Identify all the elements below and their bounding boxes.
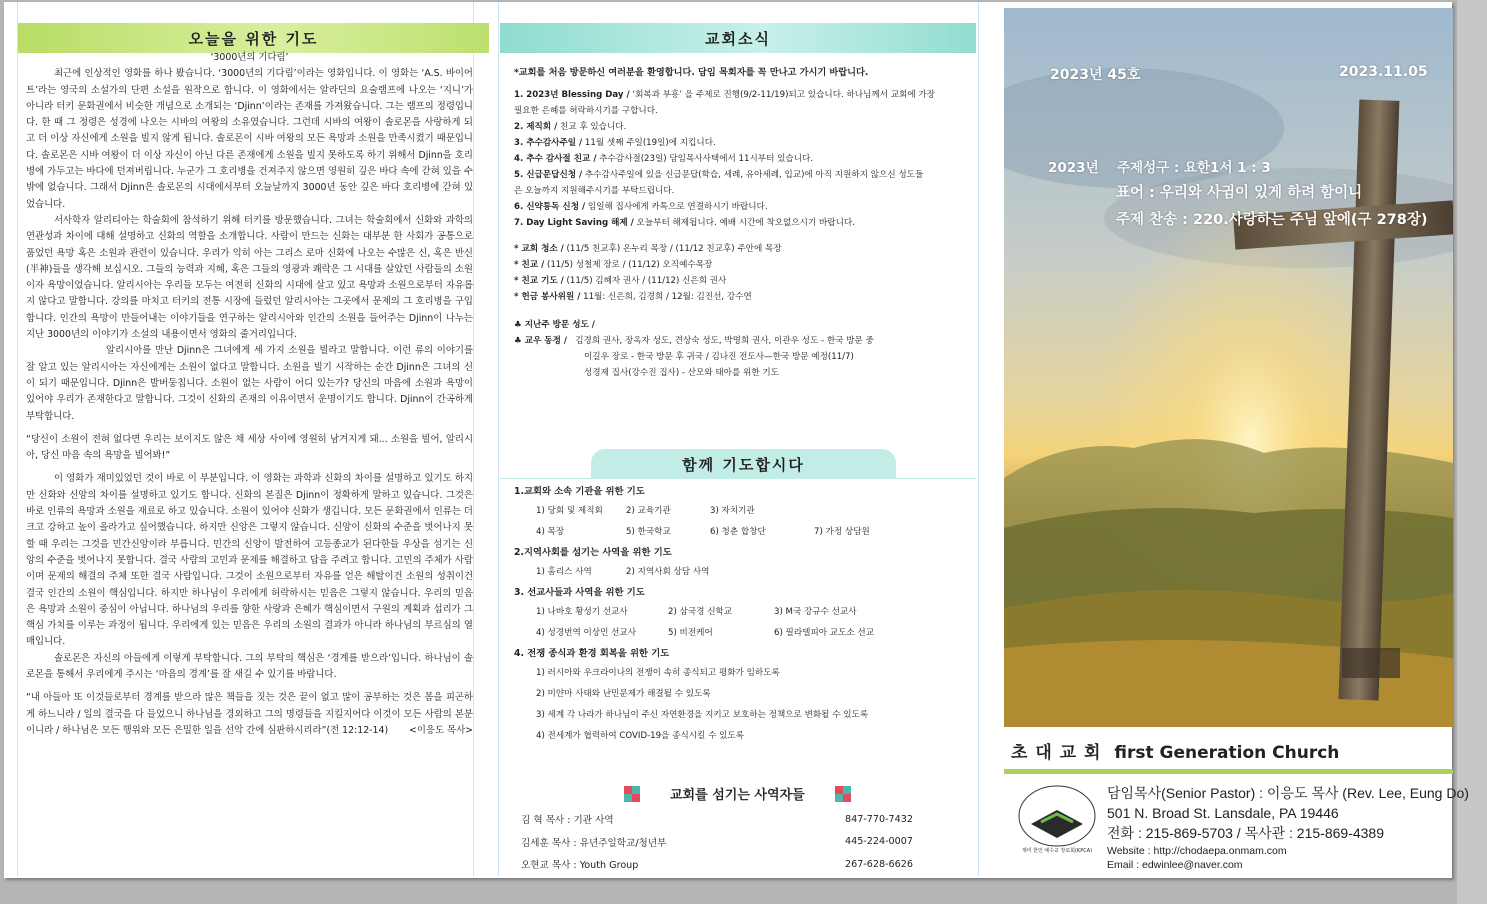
email-link[interactable]: Email : edwinlee@naver.com xyxy=(1107,859,1243,871)
prayer-scripture-text: “내 아들아 또 이것들로부터 경계를 받으라 많은 책들을 짓는 것은 끝이 없고 많이 공부하는 것은 몸을 피곤하게 하느니라 / 일의 결국을 다 들었으니 하나님을 경외하고 그의 명령들을 지킬지어다 이것이 모든 사람의 본분이니라 / 하나님은 모든 행위와 모든 은밀한 일을 선악 간에 심판하시리라”(전 12:12-14) xyxy=(26,692,473,736)
cover-image xyxy=(1004,8,1453,727)
duty-label: * 친교 기도 / xyxy=(514,276,564,286)
prayer-scripture xyxy=(26,690,473,739)
news-item xyxy=(514,119,935,135)
prayer-banner xyxy=(18,23,489,53)
duty-label: * 헌금 봉사위원 / xyxy=(514,292,581,302)
news-item-text: 은 오늘까지 지원해주시기를 부탁드립니다. xyxy=(514,186,675,196)
pray-banner-title: 함께 기도합시다 xyxy=(682,455,805,474)
news-item-text: 추수감사절(23일) 담임목사사택에서 11시부터 있습니다. xyxy=(596,154,814,164)
guide-line xyxy=(978,2,979,876)
duty-list xyxy=(514,241,935,305)
pray-item: 5) 한국학교 xyxy=(626,526,671,537)
minister-phone: 847-770-7432 xyxy=(845,813,913,825)
phone-line: 전화 : 215-869-5703 / 목사관 : 215-869-4389 xyxy=(1107,825,1384,841)
prayer-paragraph: 이 영화가 재미있었던 것이 바로 이 부분입니다. 이 영화는 과학과 신화의 차이를 설명하고 있기도 하지만 신화와 신앙의 차이를 설명하고 있기도 합니다. 신화의 본질은 Djinn이 정확하게 말하고 있습니다. 그것은 바로 인류의 욕망과 소원을 재료로 하고 있습니다. 소원이 있어야 신화가 생깁니다. 모든 문화권에서 인류는 더 크고 강하고 높이 올라가고 싶어했습니다. 하지만 신앙은 그렇지 않습니다. 신앙이 신화의 수준을 벗어나지 못할 때 우리는 그것을 민간신앙이라 부릅니다. 민간의 신앙이 발전하여 고등종교가 된다한들 우상을 섬기는 신앙의 수준을 벗어나지 못합니다. 결국 사람의 고민과 문제를 해결하고 답을 주려고 합니다. 고민의 주체가 사람이며 문제의 해결의 주체 또한 결국 사람입니다. 그것이 소원으로부터 자유를 얻은 해탈이건 소원의 성취이건 결국 인간의 소원이 핵심입니다. 하지만 하나님이 우리에게 허락하시는 믿음은 그렇지 않습니다. 우리의 믿음은 욕망과 소원이 중심이 아닙니다. 하나님의 우리를 향한 사랑과 은혜가 핵심이면서 구원의 계획과 섭리가 그 핵심 가치를 이루는 과정이 됩니다. 우리에게 있는 믿음은 우리의 소원의 결과가 아니라 하나님의 부르심의 열매입니다. xyxy=(26,473,473,648)
duty-item xyxy=(514,273,935,289)
ministers-list xyxy=(521,808,921,876)
address-line: 501 N. Broad St. Lansdale, PA 19446 xyxy=(1107,805,1339,821)
prayer-paragraph: 솔로몬은 자신의 아들에게 이렇게 부탁합니다. 그의 부탁의 핵심은 ‘경계를 받으라’입니다. 하나님이 솔로몬을 통해서 우리에게 주시는 ‘마음의 경계’를 잘 새길 수 있기를 바랍니다. xyxy=(26,652,473,680)
theme-verse: 주제성구 : 요한1서 1 : 3 xyxy=(1117,160,1271,176)
guide-line xyxy=(473,2,474,876)
guide-line xyxy=(17,2,18,876)
news-item-text: 추수감사주일에 있을 신급문답(학습, 세례, 유아세례, 입교)에 아직 지원하지 않으신 성도들 xyxy=(582,170,924,180)
theme-hymn: 주제 찬송 : 220.사랑하는 주님 앞에(구 278장) xyxy=(1116,212,1428,228)
issue-number: 2023년 45호 xyxy=(1050,67,1141,83)
pray-list xyxy=(514,484,914,746)
pray-item: 2) 삼국경 신학교 xyxy=(668,606,733,617)
ministers-heading xyxy=(624,784,851,803)
pray-item: 1) 홈리스 사역 xyxy=(536,566,592,577)
news-banner xyxy=(500,23,976,53)
duty-label: * 교회 청소 / xyxy=(514,244,564,254)
duty-text: 11월: 신은희, 김경희 / 12월: 김진선, 강수연 xyxy=(580,292,752,302)
pray-row xyxy=(514,683,914,704)
visitors-label: ♣ 지난주 방문 성도 / xyxy=(514,320,595,330)
news-item xyxy=(514,199,935,215)
prayer-paragraph: 서사학자 알리티아는 학술회에 참석하기 위해 터키를 방문했습니다. 그녀는 학술회에서 신화와 과학의 연관성과 차이에 대해 설명하고 신화의 역할을 소개합니다. 사람이 만드는 신화는 대부분 한 사회가 공통으로 품었던 욕망 혹은 소원과 관련이 있습니다. 우리가 익히 아는 그리스 로마 신화에 나오는 수많은 신, 혹은 반신(半神)들을 생각해 보십시오. 그들의 능력과 지혜, 혹은 그들의 영광과 쾌락은 그 시대를 살았던 사람들의 소원이자 욕망이었습니다. 알리시아는 우리들 모두는 여전히 신화의 시대에 살고 있고 욕망과 소원으로부터 자유롭지 않다고 말합니다. 강의를 마치고 터키의 전통 시장에 들렀던 알리시아는 그곳에서 문제의 그 호리병을 구입합니다. 인간의 욕망이 만들어내는 이야기들을 연구하는 알리시아와 인간의 소원을 들어주는 Djinn이 나누는 지난 3000년의 이야기가 소설의 내용이면서 영화의 줄거리입니다. xyxy=(26,214,473,341)
church-info xyxy=(1107,782,1469,872)
pray-item: 3) M국 강규수 선교사 xyxy=(774,606,857,617)
news-item xyxy=(514,167,935,183)
news-item-label: 3. 추수감사주일 / xyxy=(514,138,583,148)
pray-item: 2) 교육기관 xyxy=(626,505,671,516)
member-news-text: 성경제 집사(강수진 집사) - 산모와 태아를 위한 기도 xyxy=(584,368,779,378)
pray-row xyxy=(514,622,914,643)
pray-item: 3) 자치기관 xyxy=(710,505,755,516)
duty-item xyxy=(514,257,935,273)
guide-line xyxy=(498,2,499,876)
pray-item: 2) 지역사회 상담 사역 xyxy=(626,566,710,577)
pray-row xyxy=(514,704,914,725)
logo-sub: 재미 한인 예수교 장로회(KPCA) xyxy=(1021,848,1093,854)
news-item-label: 2. 제직회 / xyxy=(514,122,558,132)
news-item xyxy=(514,183,935,199)
member-news-line xyxy=(514,333,935,349)
minister-name: 김세훈 목사 : 유년주일학교/청년부 xyxy=(521,837,667,849)
pray-row xyxy=(514,500,914,521)
pray-row xyxy=(514,521,914,542)
pray-item: 1) 나바호 황성기 선교사 xyxy=(536,606,628,617)
news-items xyxy=(514,87,935,231)
news-item xyxy=(514,103,935,119)
news-item-text: 임일해 집사에게 카톡으로 연결하시기 바랍니다. xyxy=(585,202,768,212)
pastor-line: 담임목사(Senior Pastor) : 이응도 목사 (Rev. Lee, Eung Do) xyxy=(1107,785,1469,801)
pray-row xyxy=(514,601,914,622)
prayer-subtitle: ‘3000년의 기다림’ xyxy=(210,52,289,63)
prayer-quote: “당신이 소원이 전혀 없다면 우리는 보이지도 않은 채 세상 사이에 영원히 남겨지게 돼... 소원을 빌어, 알리시아, 당신 마음 속의 욕망을 빌어봐!” xyxy=(26,433,473,462)
news-item xyxy=(514,135,935,151)
church-name-en: first Generation Church xyxy=(1114,743,1340,763)
minister-row xyxy=(521,808,921,831)
pray-item: 3) 세계 각 나라가 하나님이 주신 자연환경을 지키고 보호하는 정책으로 변화될 수 있도록 xyxy=(536,709,869,720)
church-name xyxy=(1011,738,1339,763)
duty-item xyxy=(514,241,935,257)
pray-item: 6) 청춘 합창단 xyxy=(710,526,766,537)
news-item-label: 5. 신급문답신청 / xyxy=(514,170,583,180)
square-icon xyxy=(624,786,640,802)
member-news-text: 김경희 권사, 장옥자 성도, 견상숙 성도, 박명희 권사, 이관우 성도 - 한국 방문 중 xyxy=(575,336,874,346)
pray-row xyxy=(514,561,914,582)
pray-divider xyxy=(500,478,976,479)
prayer-paragraph: 알리시아를 만난 Djinn은 그녀에게 세 가지 소원을 빌라고 말합니다. 이런 류의 이야기를 잘 알고 있는 알리시아는 자신에게는 소원이 없다고 말합니다. 소원을 빌기 시작하는 순간 Djinn은 그녀의 신이 되기 때문입니다. Djinn은 발버둥칩니다. 소원이 없는 사람이 어디 있는가? 당신의 마음에 소원과 욕망이 있어야 우리가 존재한다고 말합니다. 그것이 신화의 존재의 이유이면서 운명이기도 합니다. Djinn이 간곡하게 부탁합니다. xyxy=(26,345,473,422)
news-item-text: ‘회복과 부흥’ 을 주제로 진행(9/2-11/19)되고 있습니다. 하나님께서 교회에 가장 xyxy=(629,90,935,100)
pray-item: 2) 미얀마 사태와 난민문제가 해결될 수 있도록 xyxy=(536,688,711,699)
church-name-ko: 초 대 교 회 xyxy=(1011,743,1102,763)
duty-text: (11/5) 김혜자 권사 / (11/12) 신은희 권사 xyxy=(563,276,727,286)
news-item-label: 4. 추수 감사절 친교 / xyxy=(514,154,597,164)
cross-landscape-image xyxy=(1004,8,1453,727)
news-item-label: 1. 2023년 Blessing Day / xyxy=(514,90,630,100)
pray-item: 4) 성경번역 이상민 선교사 xyxy=(536,627,637,638)
motto: 표어 : 우리와 사귐이 있게 하려 함이니 xyxy=(1116,185,1363,201)
duty-label: * 친교 / xyxy=(514,260,545,270)
pray-row xyxy=(514,725,914,746)
news-item-label: 6. 신약통독 신청 / xyxy=(514,202,586,212)
issue-date: 2023.11.05 xyxy=(1339,64,1428,80)
square-icon xyxy=(835,786,851,802)
news-banner-title: 교회소식 xyxy=(705,29,771,48)
church-logo xyxy=(1011,780,1103,862)
year-label: 2023년 xyxy=(1048,160,1099,176)
duty-text: (11/5) 성철제 장로 / (11/12) 오직예수목장 xyxy=(544,260,713,270)
pray-item: 7) 가정 상담원 xyxy=(814,526,870,537)
news-item-label: 7. Day Light Saving 해제 / xyxy=(514,218,634,228)
prayer-banner-title: 오늘을 위한 기도 xyxy=(188,29,319,48)
news-item-text: 친교 후 있습니다. xyxy=(557,122,627,132)
minister-name: 김 혁 목사 : 기관 사역 xyxy=(521,815,614,827)
pray-row xyxy=(514,662,914,683)
pray-item: 4) 전세계가 협력하여 COVID-19을 종식시킬 수 있도록 xyxy=(536,730,745,741)
news-item xyxy=(514,151,935,167)
minister-phone: 267-628-6626 xyxy=(845,858,913,870)
duty-item xyxy=(514,289,935,305)
accent-bar xyxy=(1004,769,1453,774)
visitors-line xyxy=(514,317,935,333)
news-item-text: 오늘부터 해제됩니다. 예배 시간에 착오없으시기 바랍니다. xyxy=(633,218,855,228)
pray-item: 5) 비전케어 xyxy=(668,627,713,638)
pray-section-title: 3. 선교사들과 사역을 위한 기도 xyxy=(514,587,645,598)
news-item-text: 필요한 은혜를 허락하시기를 구합니다. xyxy=(514,106,658,116)
pray-item: 1) 당회 및 제직회 xyxy=(536,505,603,516)
pray-item: 4) 목장 xyxy=(536,526,565,537)
prayer-article xyxy=(26,52,473,739)
pray-section-title: 1.교회와 소속 기관을 위한 기도 xyxy=(514,486,645,497)
pray-section-title: 4. 전쟁 종식과 환경 회복을 위한 기도 xyxy=(514,648,670,659)
minister-phone: 445-224-0007 xyxy=(845,836,913,848)
prayer-paragraph: 최근에 인상적인 영화를 하나 봤습니다. ‘3000년의 기다림’이라는 영화입니다. 이 영화는 ‘A.S. 바이어트’라는 영국의 소설가의 단편 소설을 원작으로 합니다. 이 영화에서는 알라딘의 요술램프에 나오는 ‘지니’가 아니라 터키 문화권에서 비슷한 개념으로 소개되는 ‘Djinn’이라는 존재를 가져왔습니다. 그는 램프의 정령입니다. 한 때 그 정령은 성경에 나오는 시바의 여왕의 소유였습니다. 그런데 시바의 여왕이 솔로몬을 사랑하게 되고 더 이상 자신에게 소원을 빌지 않게 됩니다. 솔로몬이 시바 여왕의 모든 욕망과 소원을 만족시켰기 때문입니다. 솔로몬은 시바 여왕이 더 이상 자신이 아닌 다른 존재에게 소원을 빌지 못하도록 하기 위해서 Djinn을 호리병에 가두고는 바다에 던져버립니다. 누군가 그 호리병을 건져주지 않으면 영원히 깊은 바다 속에 갇혀 있을 수밖에 없습니다. 그래서 Djinn은 솔로몬의 시대에서부터 오늘날까지 3000년 동안 깊은 바다 호리병에 갇혀 있었습니다. xyxy=(26,68,473,210)
news-item-text: 11월 셋째 주일(19일)에 지킵니다. xyxy=(582,138,716,148)
pray-item: 1) 러시아와 우크라이나의 전쟁이 속히 종식되고 평화가 임하도록 xyxy=(536,667,780,678)
ministers-title: 교회를 섬기는 사역자들 xyxy=(670,788,805,803)
viewer-edge xyxy=(1457,0,1487,904)
minister-row xyxy=(521,831,921,854)
duty-text: (11/5 친교후) 온누리 목장 / (11/12 친교후) 주안에 목장 xyxy=(563,244,782,254)
member-news-label: ♣ 교우 동정 / xyxy=(514,336,568,346)
news-item xyxy=(514,87,935,103)
minister-name: 오현교 목사 : Youth Group xyxy=(521,860,639,872)
minister-row xyxy=(521,853,921,876)
news-section xyxy=(514,65,935,381)
welcome-text: *교회를 처음 방문하신 여러분을 환영합니다. 담임 목회자를 꼭 만나고 가시기 바랍니다. xyxy=(514,67,869,78)
prayer-signature: <이응도 목사> xyxy=(409,724,473,736)
member-news-text: 이길우 장로 - 한국 방문 후 귀국 / 김나진 전도사—한국 방문 예정(11/7) xyxy=(584,352,854,362)
website-link[interactable]: Website : http://chodaepa.onmam.com xyxy=(1107,845,1287,857)
pray-item: 6) 필라델피아 교도소 선교 xyxy=(774,627,875,638)
pray-banner xyxy=(591,449,896,479)
pray-section-title: 2.지역사회를 섬기는 사역을 위한 기도 xyxy=(514,547,672,558)
news-item xyxy=(514,215,935,231)
